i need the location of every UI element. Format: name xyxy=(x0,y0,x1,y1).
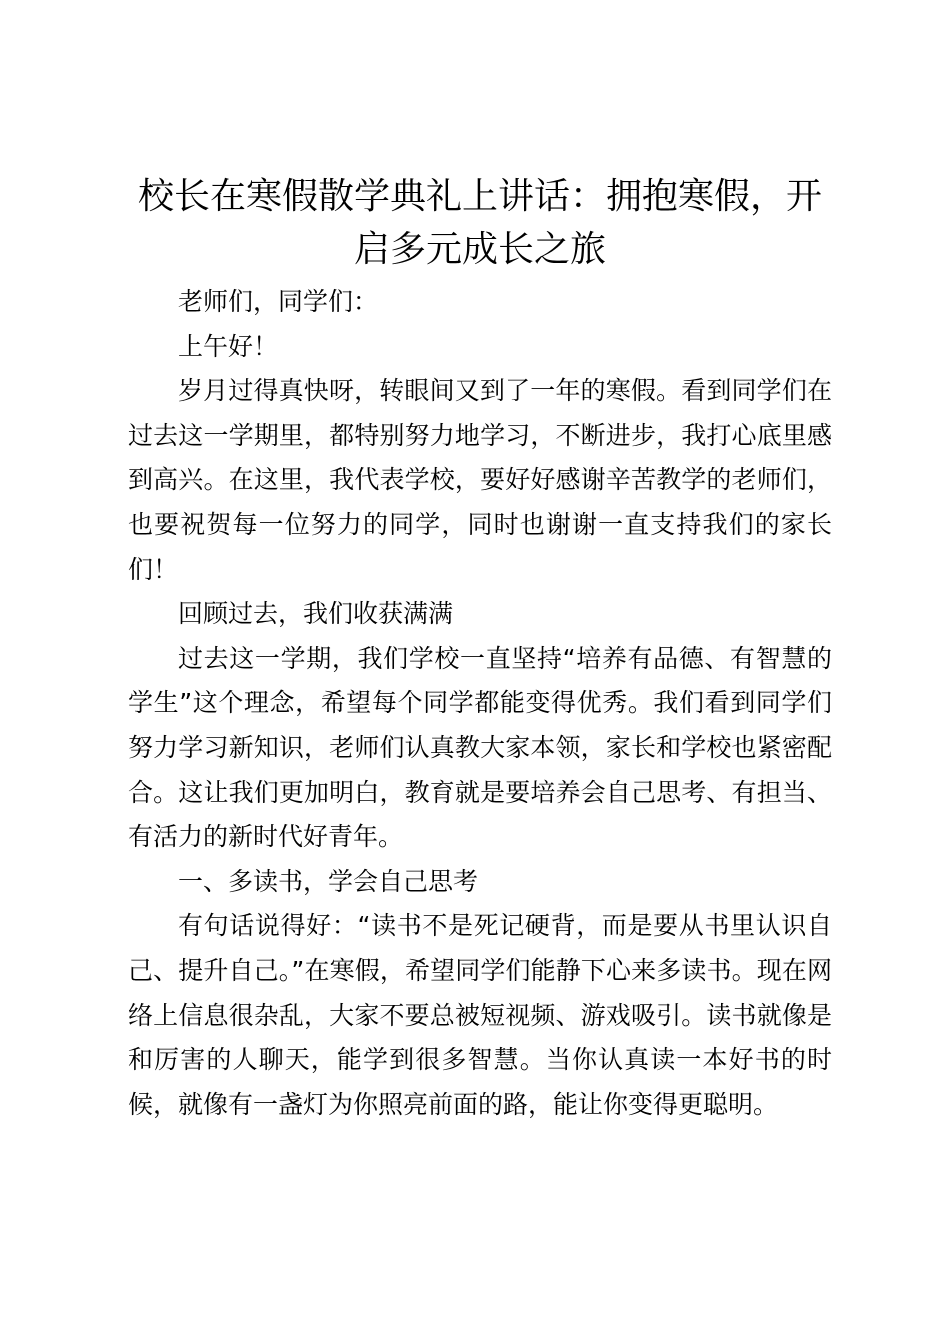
paragraph-review: 过去这一学期，我们学校一直坚持“培养有品德、有智慧的学生”这个理念，希望每个同学都能变得优秀。我们看到同学们努力学习新知识，老师们认真教大家本领，家长和学校也紧密配合。这让我们更加明白，教育就是要培养会自己思考、有担当、有活力的新时代好青年。 xyxy=(128,643,832,852)
section-heading-review: 回顾过去，我们收获满满 xyxy=(178,599,454,629)
paragraph-intro: 岁月过得真快呀，转眼间又到了一年的寒假。看到同学们在过去这一学期里，都特别努力地学习，不断进步，我打心底里感到高兴。在这里，我代表学校，要好好感谢辛苦教学的老师们，也要祝贺每一位努力的同学，同时也谢谢一直支持我们的家长们！ xyxy=(128,376,832,584)
section-heading-reading: 一、多读书，学会自己思考 xyxy=(178,866,479,896)
paragraph-greeting: 老师们，同学们： xyxy=(178,287,379,316)
document-page xyxy=(128,170,832,1127)
document-title: 校长在寒假散学典礼上讲话：拥抱寒假，开启多元成长之旅 xyxy=(137,176,822,270)
paragraph-reading: 有句话说得好：“读书不是死记硬背，而是要从书里认识自己、提升自己。”在寒假，希望同学们能静下心来多读书。现在网络上信息很杂乱，大家不要总被短视频、游戏吸引。读书就像是和厉害的人聊天，能学到很多智慧。当你认真读一本好书的时候，就像有一盏灯为你照亮前面的路，能让你变得更聪明。 xyxy=(128,911,832,1119)
paragraph-good-morning: 上午好！ xyxy=(178,331,279,361)
